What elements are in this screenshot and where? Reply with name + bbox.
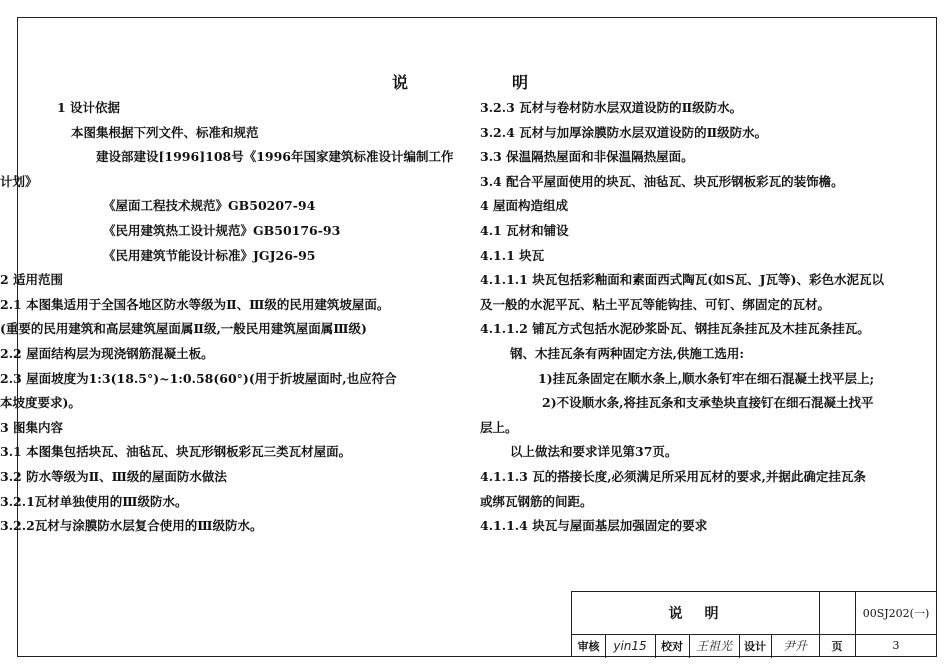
left-column [0,96,462,539]
text-line: 3.4 配合平屋面使用的块瓦、油毡瓦、块瓦形钢板彩瓦的装饰檐。 [480,173,844,189]
page-title-part2: 明 [512,73,530,92]
review-label: 审核 [577,639,600,653]
text-line: 2.3 屋面坡度为1:3(18.5°)~1:0.58(60°)(用于折坡屋面时,也应符合 [0,370,397,386]
section-heading: 4 屋面构造组成 [480,198,569,214]
text-line: 4.1.1.1 块瓦包括彩釉面和素面西式陶瓦(如S瓦、J瓦等)、彩色水泥瓦以 [480,272,884,288]
text-line: 3.2.4 瓦材与加厚涂膜防水层双道设防的Ⅱ级防水。 [480,124,768,140]
text-line: 4.1 瓦材和铺设 [480,222,569,238]
text-line: 3.2.2瓦材与涂膜防水层复合使用的Ⅲ级防水。 [0,518,263,534]
page-title-part1: 说 [392,73,410,92]
text-line: 3.2.3 瓦材与卷材防水层双道设防的Ⅱ级防水。 [480,100,743,115]
text-line: 本图集根据下列文件、标准和规范 [71,124,259,140]
reference-standard: 《民用建筑节能设计标准》JGJ26-95 [103,247,316,263]
design-signature: 尹升 [782,639,807,653]
text-line: 本坡度要求)。 [0,395,81,411]
page-title [0,70,950,94]
section-heading: 2 适用范围 [0,272,64,288]
text-line: (重要的民用建筑和高层建筑屋面属Ⅱ级,一般民用建筑屋面属Ⅲ级) [0,321,367,337]
text-line: 层上。 [480,419,518,435]
check-signature: 王祖光 [695,639,732,653]
text-line: 3.2 防水等级为Ⅱ、Ⅲ级的屋面防水做法 [0,468,227,484]
text-line: 及一般的水泥平瓦、粘土平瓦等能钩挂、可钉、绑固定的瓦材。 [480,296,831,312]
page-number: 3 [892,639,900,652]
text-line: 2.2 屋面结构层为现浇钢筋混凝土板。 [0,345,214,361]
section-heading: 3 图集内容 [0,419,64,435]
text-line: 或绑瓦钢筋的间距。 [480,493,593,509]
atlas-number: 00SJ202(一) [862,607,930,620]
section-heading: 1 设计依据 [57,100,121,115]
review-signature: yin15 [613,638,647,653]
reference-standard: 《屋面工程技术规范》GB50207-94 [103,198,316,214]
text-line: 3.3 保温隔热屋面和非保温隔热屋面。 [480,149,694,165]
text-line: 3.2.1瓦材单独使用的Ⅲ级防水。 [0,493,188,509]
text-line: 4.1.1.4 块瓦与屋面基层加强固定的要求 [480,518,708,534]
page-label: 页 [831,639,843,653]
title-block-name: 说 明 [668,606,723,622]
text-line: 钢、木挂瓦条有两种固定方法,供施工选用: [510,345,744,361]
title-block [571,591,937,657]
text-line: 2.1 本图集适用于全国各地区防水等级为Ⅱ、Ⅲ级的民用建筑坡屋面。 [0,296,390,312]
text-line: 2)不设顺水条,将挂瓦条和支承垫块直接钉在细石混凝土找平 [542,395,874,411]
text-line: 4.1.1.2 铺瓦方式包括水泥砂浆卧瓦、钢挂瓦条挂瓦及木挂瓦条挂瓦。 [480,321,870,337]
text-line: 4.1.1.3 瓦的搭接长度,必须满足所采用瓦材的要求,并据此确定挂瓦条 [480,468,866,484]
text-line: 计划》 [0,173,38,189]
text-line: 1)挂瓦条固定在顺水条上,顺水条钉牢在细石混凝土找平层上; [538,370,875,386]
text-line: 建设部建设[1996]108号《1996年国家建筑标准设计编制工作 [96,149,454,165]
right-column [480,96,920,539]
text-line: 4.1.1 块瓦 [480,247,545,263]
design-label: 设计 [744,639,766,653]
check-label: 校对 [661,639,683,653]
text-line: 3.1 本图集包括块瓦、油毡瓦、块瓦形钢板彩瓦三类瓦材屋面。 [0,444,352,460]
reference-standard: 《民用建筑热工设计规范》GB50176-93 [103,222,341,238]
text-line: 以上做法和要求详见第37页。 [510,444,678,460]
